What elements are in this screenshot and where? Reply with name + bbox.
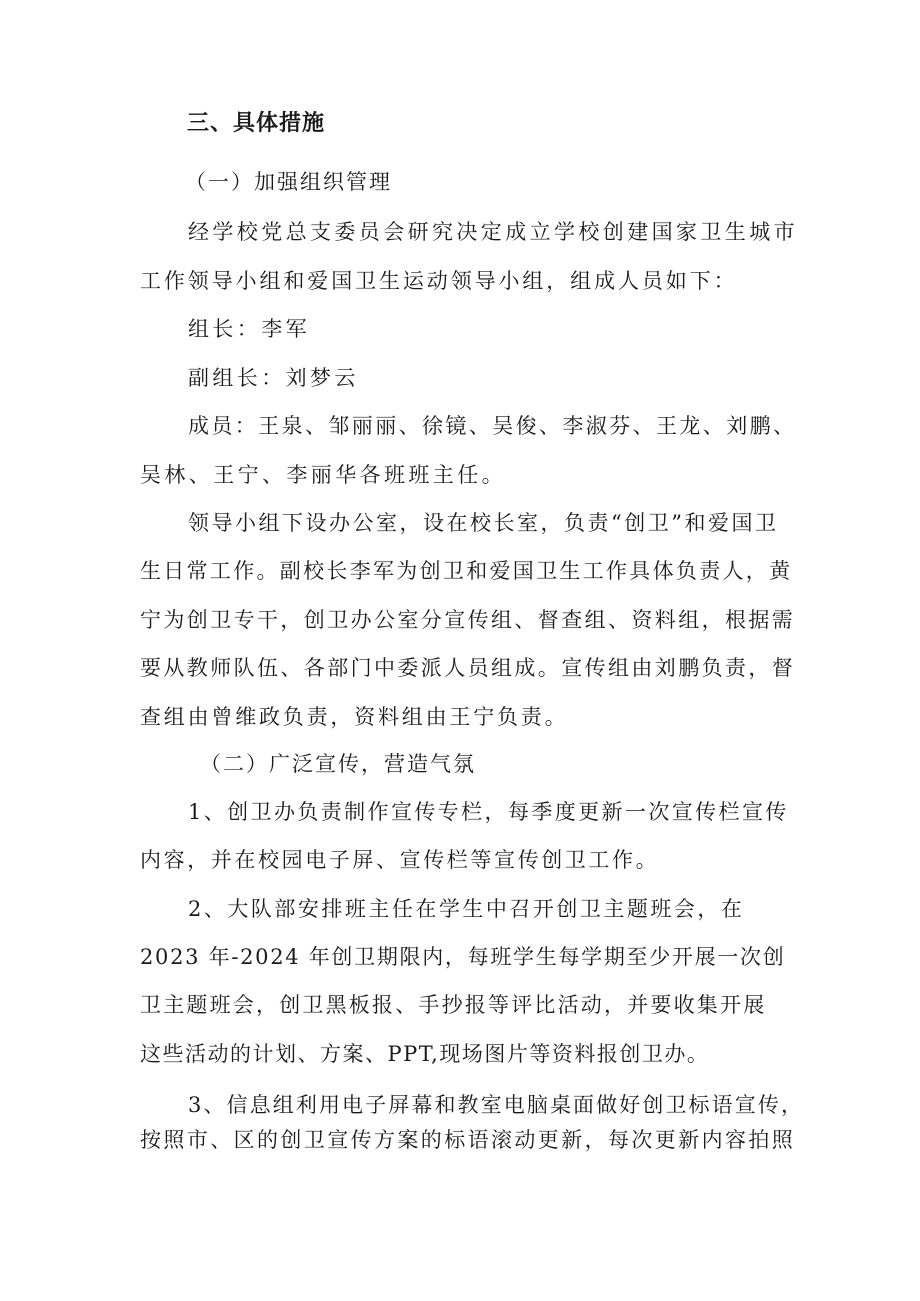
- item-line: 内容，并在校园电子屏、宣传栏等宣传创卫工作。: [140, 848, 660, 872]
- item-line: 2023 年-2024 年创卫期限内，每班学生每学期至少开展一次创: [140, 945, 786, 969]
- paragraph-line: 工作领导小组和爱国卫生运动领导小组，组成人员如下：: [140, 269, 738, 293]
- deputy-line: 副组长：刘梦云: [188, 366, 359, 390]
- paragraph-line: 宁为创卫专干，创卫办公室分宣传组、督查组、资料组，根据需: [140, 608, 796, 632]
- item-line: 按照市、区的创卫宣传方案的标语滚动更新，每次更新内容拍照: [140, 1128, 796, 1152]
- item-line: 这些活动的计划、方案、PPT,现场图片等资料报创卫办。: [140, 1042, 710, 1066]
- section-title: 三、具体措施: [187, 111, 326, 136]
- members-line: 吴林、王宁、李丽华各班班主任。: [140, 463, 506, 487]
- paragraph-line: 要从教师队伍、各部门中委派人员组成。宣传组由刘鹏负责，督: [140, 656, 796, 680]
- members-line: 成员：王泉、邹丽丽、徐镜、吴俊、李淑芬、王龙、刘鹏、: [188, 414, 797, 438]
- leader-line: 组长：李军: [188, 317, 310, 341]
- subsection-title-1: （一）加强组织管理: [185, 170, 392, 194]
- paragraph-line: 生日常工作。副校长李军为创卫和爱国卫生工作具体负责人，黄: [140, 559, 793, 583]
- subsection-title-2: （二）广泛宣传，营造气氛: [200, 752, 476, 776]
- item-line: 2、大队部安排班主任在学生中召开创卫主题班会，在: [188, 897, 745, 921]
- item-line: 1、创卫办负责制作宣传专栏，每季度更新一次宣传栏宣传: [188, 800, 789, 824]
- paragraph-line: 经学校党总支委员会研究决定成立学校创建国家卫生城市: [188, 220, 798, 244]
- paragraph-line: 查组由曾维政负责，资料组由王宁负责。: [140, 705, 569, 729]
- item-line: 卫主题班会，创卫黑板报、手抄报等评比活动，并要收集开展: [140, 993, 767, 1017]
- item-line: 3、信息组利用电子屏幕和教室电脑桌面做好创卫标语宣传，: [188, 1093, 805, 1117]
- paragraph-line: 领导小组下设办公室，设在校长室，负责“创卫”和爱国卫: [188, 511, 779, 535]
